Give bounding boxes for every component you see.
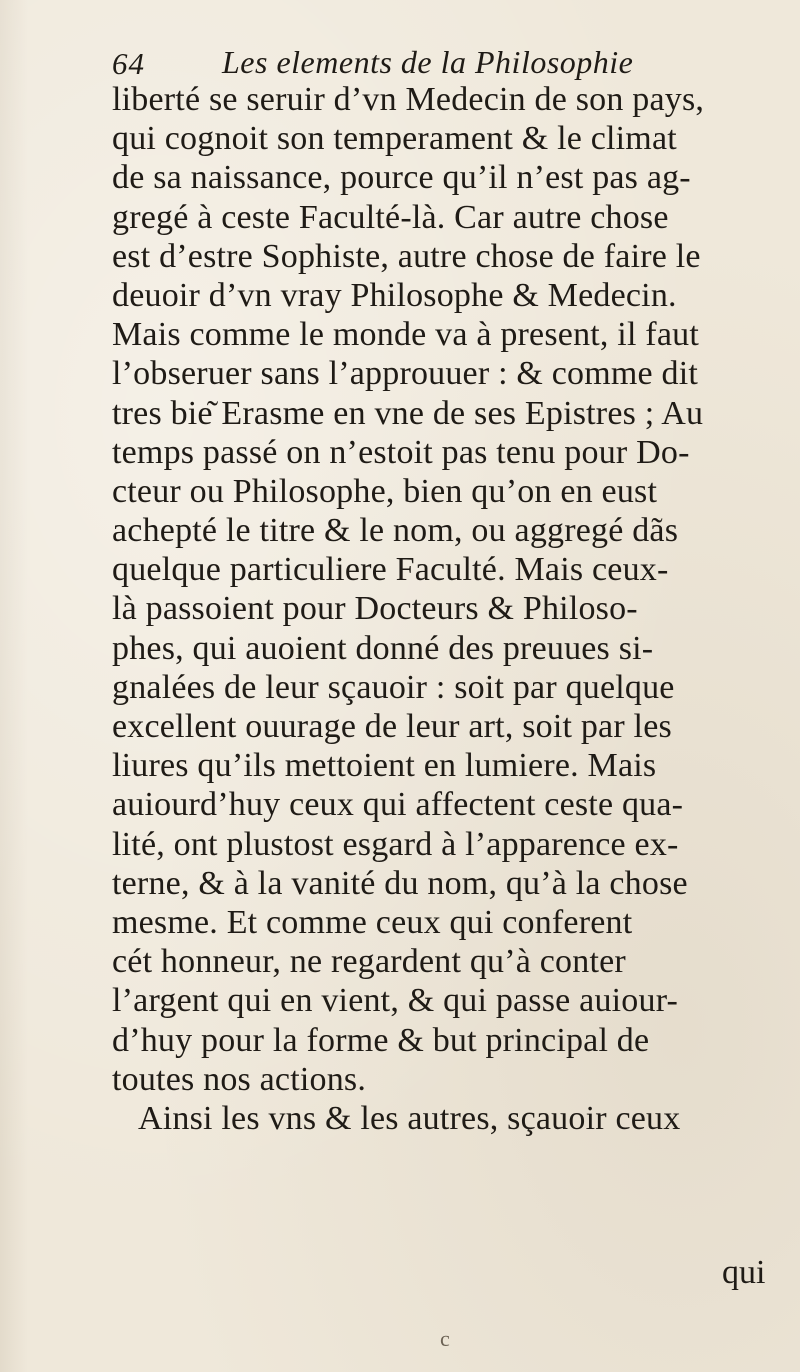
text-line: Mais comme le monde va à present, il faut [112,316,699,354]
body-text [112,80,792,1138]
text-line: tres bie͂ Erasme en vne de ses Epistres ; Au [112,394,704,432]
text-line: liures qu’ils mettoient en lumiere. Mais [112,747,657,785]
text-line: terne, & à la vanité du nom, qu’à la chose [112,864,688,902]
signature-mark: c [440,1326,450,1351]
text-line: toutes nos actions. [112,1060,367,1098]
text-line: mesme. Et comme ceux qui conferent [112,903,633,941]
text-line: phes, qui auoient donné des preuues si- [112,629,654,667]
text-line: achepté le titre & le nom, ou aggregé dãs [112,512,679,550]
text-line: d’huy pour la forme & but principal de [112,1021,650,1059]
text-line: auiourd’huy ceux qui affectent ceste qua- [112,786,684,824]
text-line: temps passé on n’estoit pas tenu pour Do- [112,433,690,471]
page-number: 64 [112,46,145,81]
text-line: l’obseruer sans l’approuuer : & comme dit [112,355,699,393]
text-line: quelque particuliere Faculté. Mais ceux- [112,551,669,589]
text-line: cét honneur, ne regardent qu’à conter [112,943,626,981]
text-line: gregé à ceste Faculté-là. Car autre chose [112,198,669,236]
text-line: est d’estre Sophiste, autre chose de faire le [112,237,701,275]
text-line: cteur ou Philosophe, bien qu’on en eust [112,472,658,510]
text-line: lité, ont plustost esgard à l’apparence ex- [112,825,679,863]
text-line: de sa naissance, pource qu’il n’est pas ag- [112,159,691,197]
text-line: là passoient pour Docteurs & Philoso- [112,590,638,628]
text-line: excellent ouurage de leur art, soit par les [112,708,672,745]
text-line: l’argent qui en vient, & qui passe auiour- [112,982,679,1020]
text-line: liberté se seruir d’vn Medecin de son pays, [112,81,705,118]
catchword: qui [722,1254,766,1291]
text-line: gnalées de leur sçauoir : soit par quelque [112,668,675,706]
running-title: Les elements de la Philosophie [222,44,634,80]
text-line: deuoir d’vn vray Philosophe & Medecin. [112,276,677,314]
text-line: qui cognoit son temperament & le climat [112,120,677,158]
text-line: Ainsi les vns & les autres, sçauoir ceux [138,1099,681,1137]
